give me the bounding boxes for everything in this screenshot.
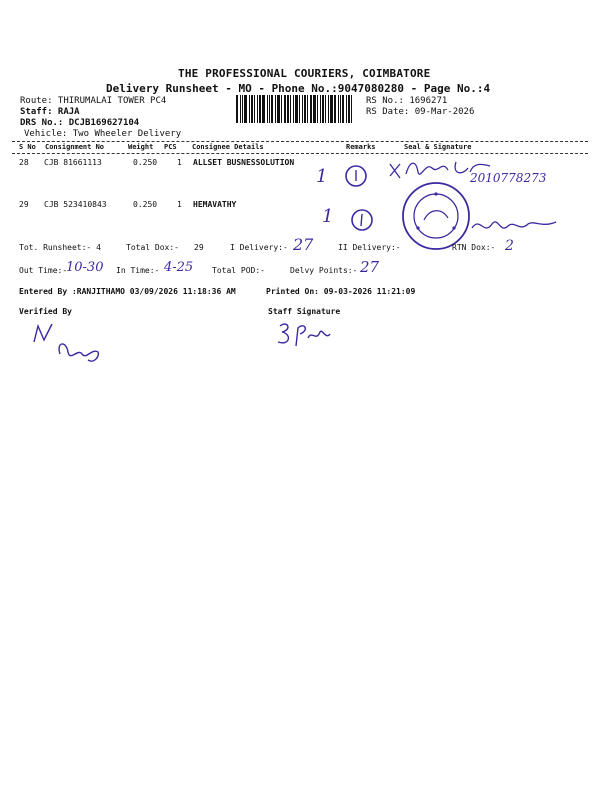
barcode-bar: [346, 95, 347, 123]
row1-remark-circle-mark: [340, 160, 372, 192]
row-consignee: ALLSET BUSNESSOLUTION: [193, 158, 295, 167]
row-pcs: 1: [177, 200, 182, 209]
col-weight: Weight: [128, 143, 154, 151]
row-sno: 29: [19, 200, 29, 209]
runsheet-subtitle: Delivery Runsheet - MO - Phone No.:9047080280 - Page No.:4: [106, 82, 491, 95]
row-weight: 0.250: [133, 200, 158, 209]
total-pod-label: Total POD:-: [212, 266, 265, 275]
row1-remark-handwriting: 1: [316, 166, 328, 187]
drs-barcode: [236, 95, 362, 123]
barcode-bar: [267, 95, 268, 123]
row-consignee: HEMAVATHY: [193, 200, 237, 209]
barcode-bar: [236, 95, 238, 123]
i-delivery-label: I Delivery:-: [230, 243, 288, 252]
rtn-dox-label: RTN Dox:-: [452, 243, 496, 252]
row2-signature-scrawl: [470, 210, 560, 240]
company-title: THE PROFESSIONAL COURIERS, COIMBATORE: [178, 67, 431, 80]
col-sno: S No: [19, 143, 36, 151]
verified-by-label: Verified By: [19, 307, 72, 316]
row2-remark-handwriting: 1: [322, 206, 334, 227]
barcode-bar: [328, 95, 329, 123]
tot-runsheet: Tot. Runsheet:- 4: [19, 243, 101, 252]
in-time-label: In Time:-: [116, 266, 160, 275]
row-sno: 28: [19, 158, 29, 167]
header-rule-top: [12, 141, 588, 142]
barcode-bar: [242, 95, 243, 123]
barcode-bar: [304, 95, 306, 123]
company-seal-stamp: [400, 180, 472, 252]
col-pcs: PCS: [164, 143, 177, 151]
barcode-bar: [262, 95, 265, 123]
verifier-signature: [26, 318, 116, 368]
barcode-bar: [249, 95, 250, 123]
row-weight: 0.250: [133, 158, 158, 167]
barcode-bar: [320, 95, 321, 123]
barcode-bar: [351, 95, 352, 123]
in-time-handwriting: 4-25: [164, 260, 194, 275]
barcode-bar: [290, 95, 291, 123]
barcode-bar: [240, 95, 241, 123]
barcode-bar: [340, 95, 341, 123]
barcode-bar: [307, 95, 308, 123]
phone-note-handwriting: 2010778273: [470, 171, 547, 185]
barcode-bar: [317, 95, 318, 123]
rs-date: RS Date: 09-Mar-2026: [366, 107, 475, 117]
barcode-bar: [310, 95, 312, 123]
barcode-bar: [302, 95, 303, 123]
vehicle-text: Vehicle: Two Wheeler Delivery: [24, 129, 182, 139]
barcode-bar: [325, 95, 326, 123]
barcode-bar: [313, 95, 316, 123]
barcode-bar: [259, 95, 261, 123]
barcode-bar: [254, 95, 255, 123]
rtn-dox-handwriting: 2: [505, 238, 514, 254]
out-time-label: Out Time:-: [19, 266, 68, 275]
col-consignee: Consignee Details: [192, 143, 264, 151]
barcode-bar: [251, 95, 253, 123]
delvy-points-handwriting: 27: [360, 258, 380, 276]
header-rule-bottom: [12, 153, 588, 154]
staff-signature-scrawl: [274, 316, 334, 352]
barcode-bar: [299, 95, 300, 123]
barcode-bar: [295, 95, 298, 123]
printed-on: Printed On: 09-03-2026 11:21:09: [266, 287, 416, 296]
row-pcs: 1: [177, 158, 182, 167]
out-time-handwriting: 10-30: [66, 260, 104, 275]
barcode-bar: [334, 95, 336, 123]
row-consignment: CJB 81661113: [44, 158, 102, 167]
barcode-bar: [322, 95, 324, 123]
i-delivery-handwriting: 27: [293, 235, 314, 254]
staff-text: Staff: RAJA: [20, 107, 80, 117]
drs-number: DRS No.: DCJB169627104: [20, 118, 140, 128]
col-seal-signature: Seal & Signature: [404, 143, 472, 151]
barcode-bar: [275, 95, 276, 123]
barcode-bar: [271, 95, 273, 123]
barcode-bar: [338, 95, 339, 123]
barcode-bar: [330, 95, 333, 123]
total-dox-label: Total Dox:-: [126, 243, 179, 252]
row-consignment: CJB 523410843: [44, 200, 107, 209]
barcode-bar: [293, 95, 294, 123]
col-consignment: Consignment No: [45, 143, 105, 151]
delvy-points-label: Delvy Points:-: [290, 266, 358, 275]
staff-signature-label: Staff Signature: [268, 307, 341, 316]
entered-by: Entered By :RANJITHAMO 03/09/2026 11:18:36 AM: [19, 287, 236, 296]
col-remarks: Remarks: [346, 143, 376, 151]
row2-remark-circle-mark: [346, 204, 378, 236]
rs-number: RS No.: 1696271: [366, 96, 448, 106]
barcode-bar: [348, 95, 350, 123]
barcode-bar: [269, 95, 270, 123]
barcode-bar: [244, 95, 247, 123]
total-dox-value: 29: [194, 243, 204, 252]
barcode-bar: [342, 95, 344, 123]
ii-delivery-label: II Delivery:-: [338, 243, 401, 252]
barcode-bar: [257, 95, 258, 123]
barcode-bar: [287, 95, 289, 123]
barcode-bar: [281, 95, 282, 123]
barcode-bar: [284, 95, 286, 123]
route-text: Route: THIRUMALAI TOWER PC4: [20, 96, 167, 106]
barcode-bar: [277, 95, 280, 123]
